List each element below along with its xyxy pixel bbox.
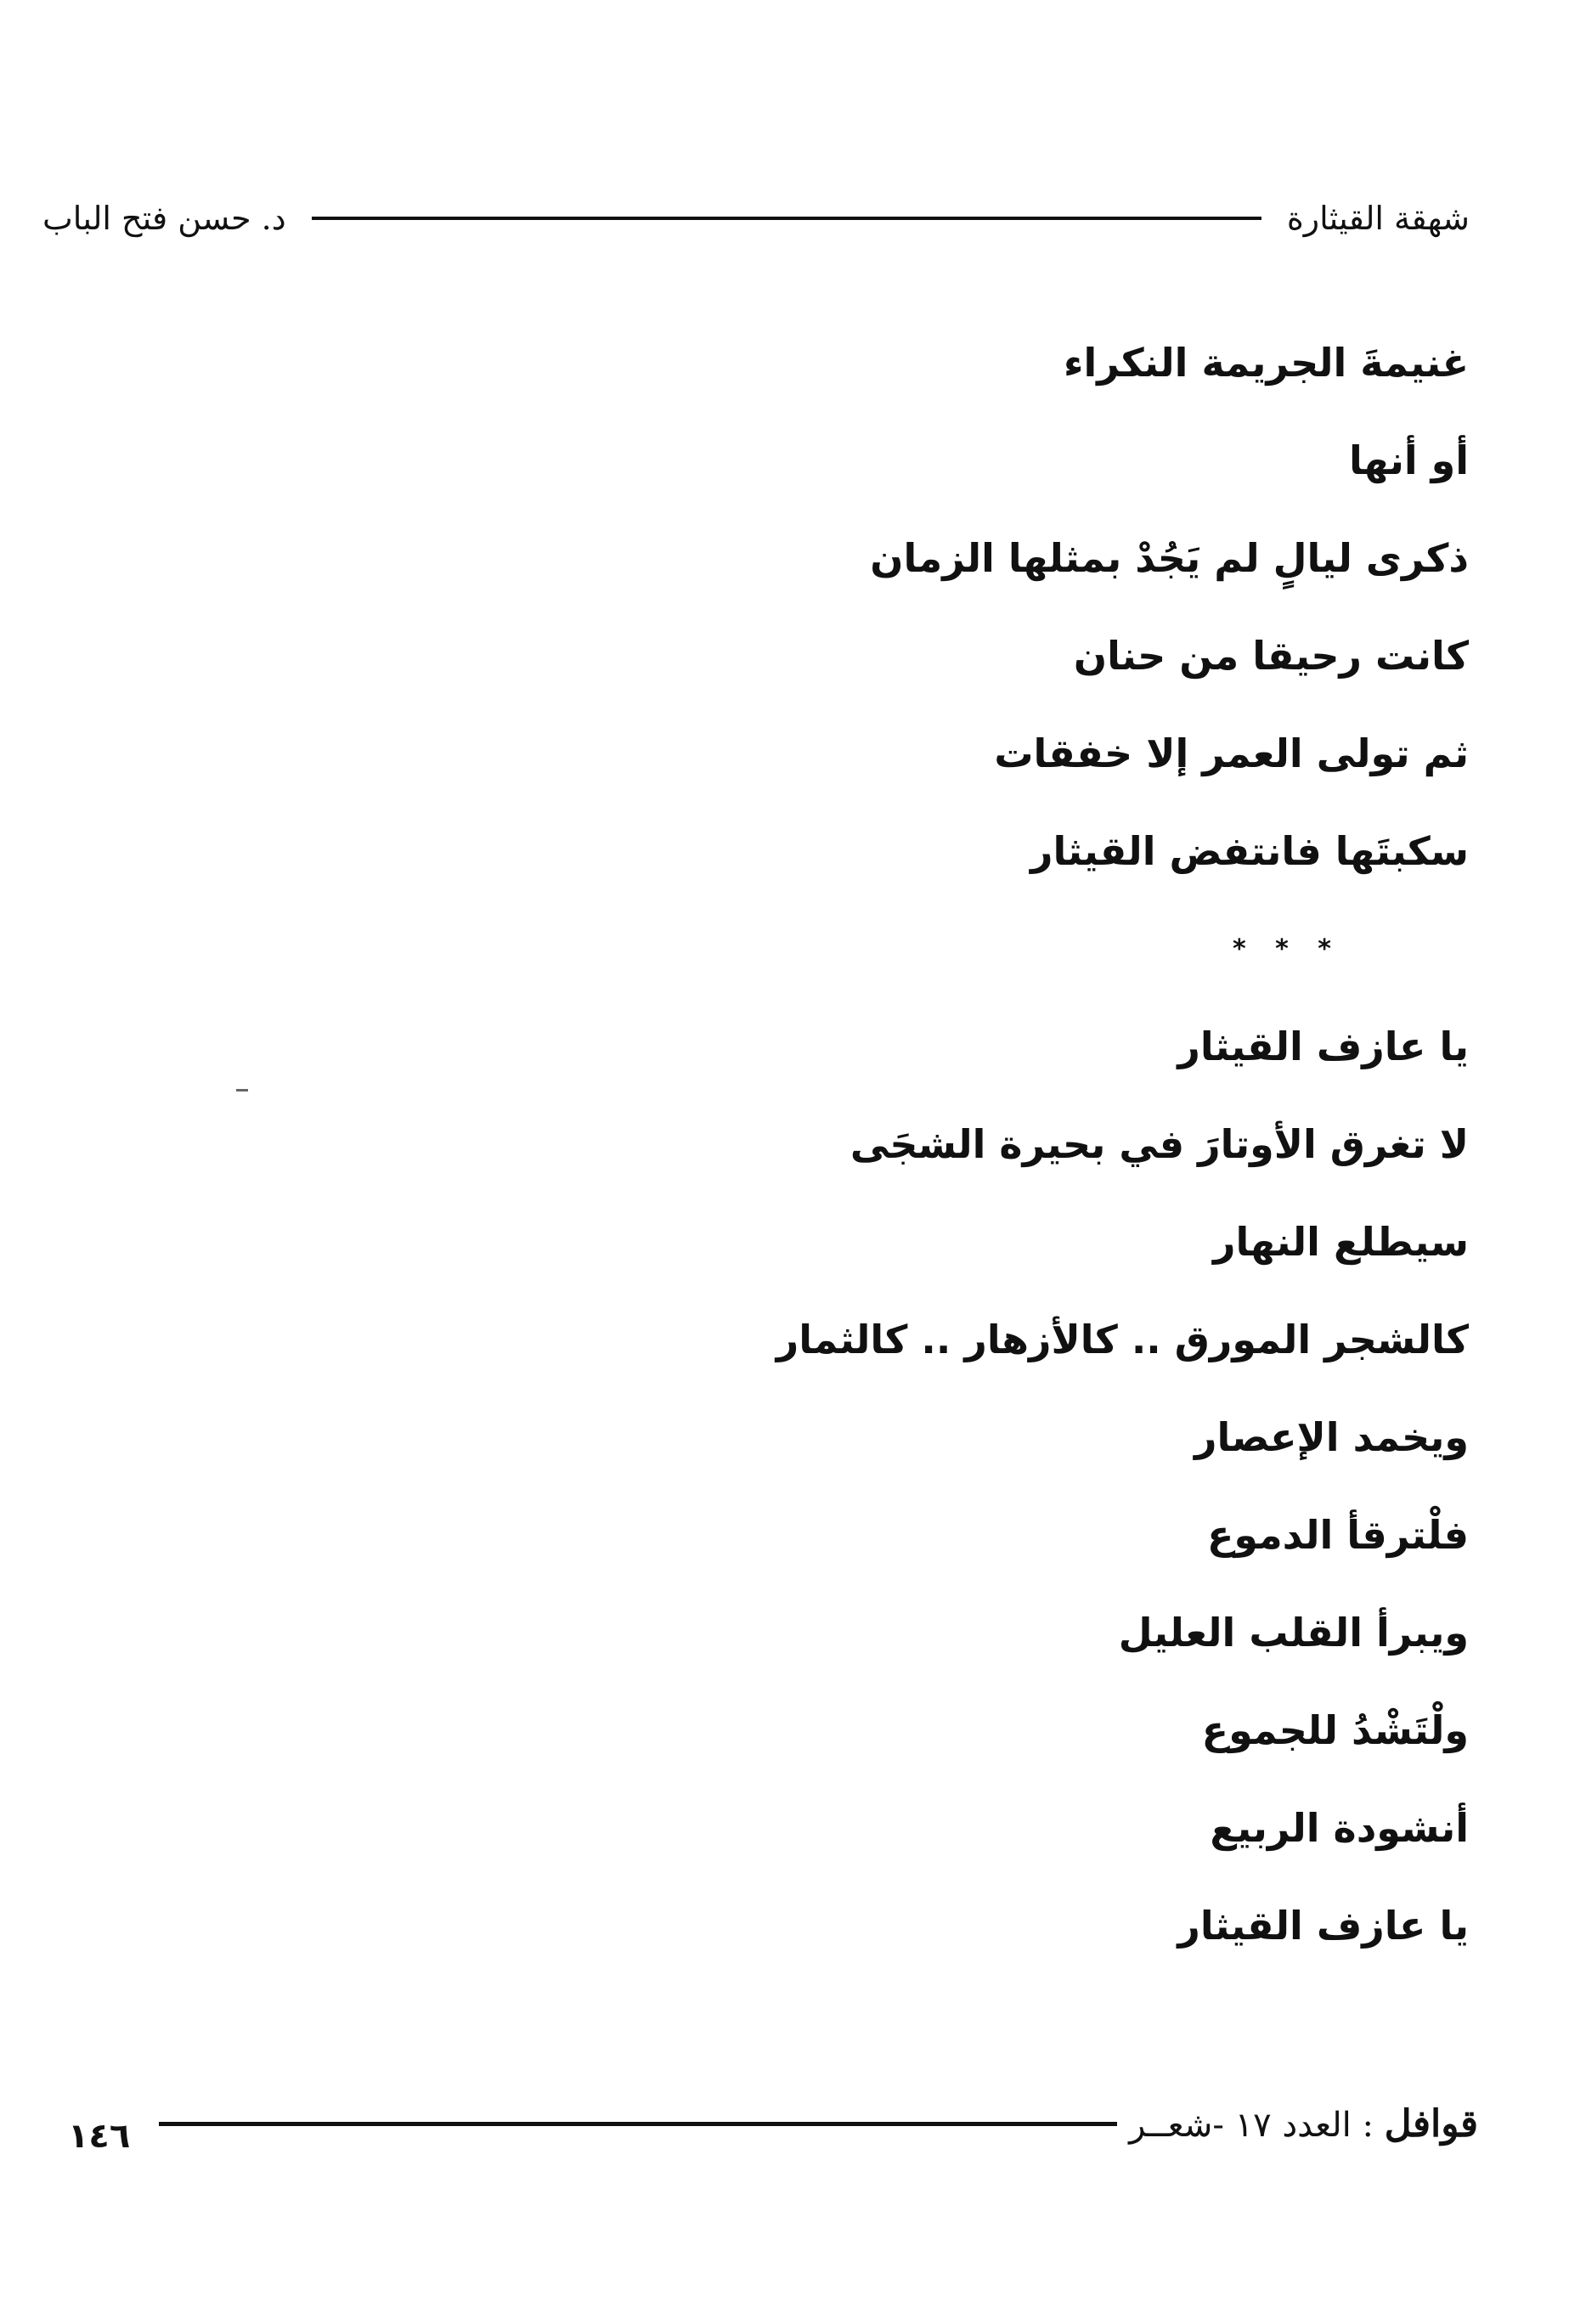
page-header [42, 189, 1470, 248]
scan-mark [236, 1089, 248, 1091]
journal-name: قوافل [1384, 2101, 1478, 2146]
running-title: شهقة القيثارة [1286, 200, 1470, 237]
poem-line: يا عازف القيثار [1177, 1903, 1469, 1949]
poem-line: سكبتَها فانتفض القيثار [1030, 828, 1469, 874]
poem-line: ويبرأ القلب العليل [1118, 1610, 1469, 1656]
poem-line: أنشودة الربيع [1210, 1805, 1469, 1851]
footer-rule [159, 2122, 1117, 2126]
poem-line: ولْتَشْدُ للجموع [1201, 1707, 1469, 1753]
stanza-divider: * * * [1233, 934, 1341, 964]
poem-body [279, 314, 1469, 1975]
poem-line: ويخمد الإعصار [1194, 1414, 1469, 1460]
poem-line: كالشجر المورق .. كالأزهار .. كالثمار [776, 1317, 1469, 1362]
poem-line: فلْترقأ الدموع [1206, 1512, 1469, 1558]
poem-line: غنيمةَ الجريمة النكراء [1063, 340, 1469, 386]
poem-line: أو أنها [1348, 437, 1469, 483]
author-name: د. حسن فتح الباب [42, 200, 286, 237]
poem-line: كانت رحيقا من حنان [1073, 633, 1469, 679]
poem-line: سيطلع النهار [1213, 1219, 1469, 1265]
page-footer [68, 2090, 1478, 2158]
page-number: ١٤٦ [68, 2117, 131, 2156]
journal-issue: : العدد ١٧ -شعــر [1129, 2105, 1374, 2145]
journal-info [1129, 2102, 1478, 2146]
poem-line: ذكرى ليالٍ لم يَجُدْ بمثلها الزمان [870, 535, 1469, 581]
header-rule [312, 217, 1261, 220]
poem-line: يا عازف القيثار [1177, 1024, 1469, 1069]
poem-line: ثم تولى العمر إلا خفقات [994, 730, 1469, 776]
poem-line: لا تغرق الأوتارَ في بحيرة الشجَى [849, 1121, 1469, 1167]
